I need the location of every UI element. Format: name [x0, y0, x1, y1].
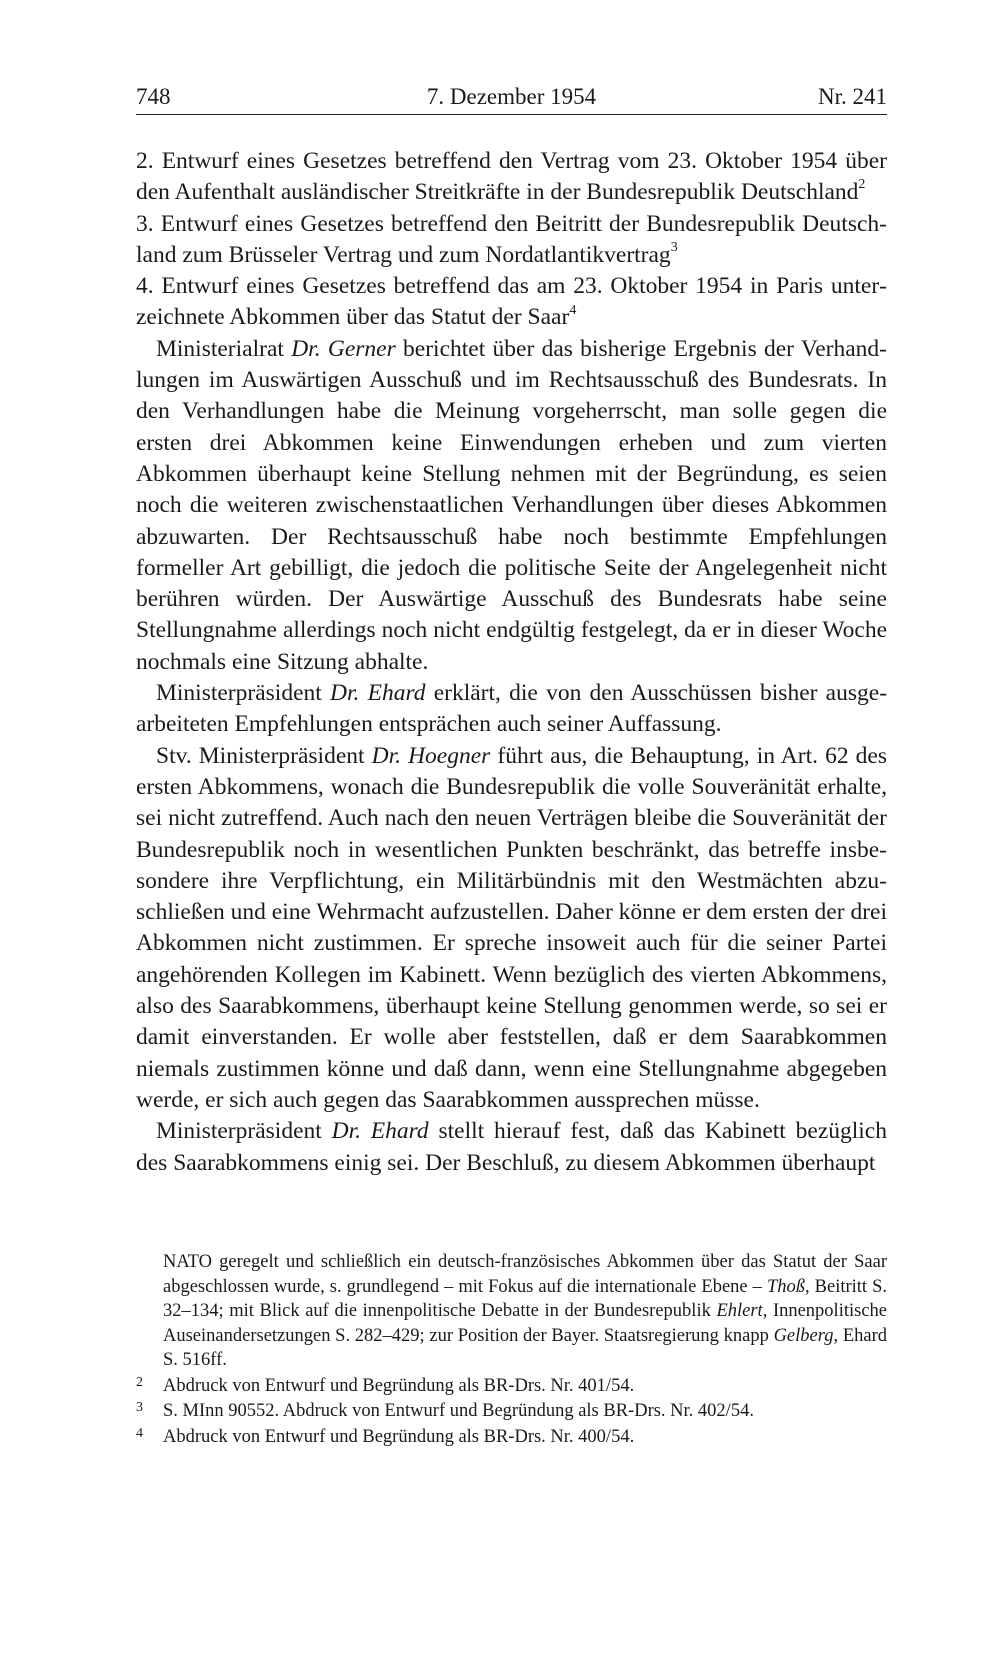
protocol-number: Nr. 241 [818, 84, 887, 109]
footnote-text: , Beitritt S. 32–134; mit Blick auf die innenpolitische Debatte in der Bundesrepublik [163, 1276, 887, 1321]
header-date: 7. Dezember 1954 [426, 84, 597, 109]
paragraph-text: berichtet über das bisherige Ergebnis der Verhandlungen im Auswärtigen Ausschuß und im Rechtsausschuß des Bundesrats. In den Verhandlungen habe die Meinung vorgeherrscht, man solle gegen die ersten drei Abkommen keine Einwendungen erheben und zum vierten Abkommen überhaupt keine Stellung nehmen mit der Begründung, es seien noch die weiteren zwischenstaatlichen Verhandlungen über dieses Abkommen abzuwarten. Der Rechtsausschuß habe noch bestimmte Empfehlungen formeller Art gebilligt, die jedoch die politische Seite der Angelegenheit nicht berühren würden. Der Auswärtige Ausschuß des Bundesrats habe seine Stellungnahme allerdings noch nicht endgültig festgelegt, da er in dieser Woche nochmals eine Sitzung abhalte. [136, 335, 887, 675]
paragraph-text: erklärt, die von den Ausschüssen bisher ausgearbeiteten Empfehlungen entsprächen auch seiner Auffassung. [136, 680, 888, 738]
speaker-name: Dr. Ehard [330, 680, 426, 707]
footnote-number: 4 [136, 1425, 143, 1441]
main-text [136, 146, 887, 1179]
footnote-3 [136, 1399, 887, 1424]
footnote-text: NATO geregelt und schließlich ein deutsch-französisches Abkommen über das Statut der Saar abgeschlossen wurde, s. grundlegend – mit Fokus auf die internationale Ebene – [163, 1252, 887, 1297]
footnote-number: 3 [136, 1400, 143, 1415]
footnote-text: Abdruck von Entwurf und Begründung als BR-Drs. Nr. 401/54. [163, 1375, 635, 1396]
footnote-text: S. MInn 90552. Abdruck von Entwurf und Begründung als BR-Drs. Nr. 402/54. [163, 1401, 754, 1421]
agenda-item-2 [136, 146, 887, 209]
paragraph-lead: Ministerpräsident [156, 1118, 332, 1145]
footnote-text: , Innenpolitische Auseinandersetzungen S. 282–429; zur Position der Bayer. Staatsregierung knapp [163, 1301, 887, 1346]
running-header [136, 80, 887, 115]
speaker-name: Dr. Ehard [331, 1118, 429, 1145]
author-name: Thoß [766, 1276, 805, 1297]
page-number: 748 [136, 84, 171, 109]
paragraph-lead: Stv. Ministerpräsident [156, 742, 372, 769]
agenda-item-3 [136, 209, 887, 272]
paragraph-hoegner [136, 741, 887, 1117]
agenda-item-4-text: 4. Entwurf eines Gesetzes betreffend das am 23. Oktober 1954 in Paris unterzeichnete Abkommen über das Statut der Saar [136, 273, 887, 331]
paragraph-lead: Ministerpräsident [156, 680, 330, 707]
author-name: Ehlert [716, 1301, 763, 1321]
footnote-ref-4: 4 [569, 302, 577, 318]
speaker-name: Dr. Hoegner [371, 742, 491, 769]
agenda-item-3-text: 3. Entwurf eines Gesetzes betreffend den Beitritt der Bundesrepublik Deutschland zum Brüsseler Vertrag und zum Nordatlantikvertrag [136, 210, 887, 268]
speaker-name: Dr. Gerner [291, 335, 396, 362]
footnote-ref-2: 2 [858, 177, 866, 193]
footnote-continuation [163, 1250, 887, 1373]
author-name: Gelberg [773, 1325, 834, 1346]
footnote-number: 2 [136, 1374, 143, 1390]
footnote-2 [136, 1374, 887, 1399]
footnote-ref-3: 3 [670, 240, 678, 256]
agenda-item-4 [136, 271, 887, 334]
paragraph-text: stellt hierauf fest, daß das Kabinett bezüglich des Saarabkommens einig sei. Der Beschluß, zu diesem Abkommen überhaupt [136, 1118, 887, 1176]
paragraph-ehard-2 [136, 1116, 887, 1179]
paragraph-text: führt aus, die Behauptung, in Art. 62 des ersten Abkommens, wonach die Bundesrepublik die volle Souveränität erhalte, sei nicht zutreffend. Auch nach den neuen Verträgen bleibe die Souveränität der Bundesrepublik noch in wesentlichen Punkten beschränkt, das betreffe insbesondere ihre Verpflichtung, ein Militärbündnis mit den Westmächten abzuschließen und eine Wehrmacht aufzustellen. Daher könne er dem ersten der drei Abkommen nicht zustimmen. Er spreche insoweit auch für die seiner Partei angehörenden Kollegen im Kabinett. Wenn bezüglich des vierten Abkommens, also des Saarabkommens, überhaupt keine Stellung genommen werde, so sei er damit einverstanden. Er wolle aber feststellen, daß er dem Saarabkommen niemals zustimmen könne und daß dann, wenn eine Stellungnahme abgegeben werde, er sich auch gegen das Saarabkommen aussprechen müsse. [136, 742, 887, 1113]
agenda-item-2-text: 2. Entwurf eines Gesetzes betreffend den Vertrag vom 23. Oktober 1954 über den Aufenthalt ausländischer Streitkräfte in der Bundesrepublik Deutschland [136, 148, 887, 206]
footnote-4 [136, 1425, 887, 1450]
paragraph-lead: Ministerialrat [156, 335, 292, 362]
paragraph-gerner [136, 334, 887, 678]
paragraph-ehard-1 [136, 678, 887, 741]
footnotes [136, 1250, 887, 1449]
footnote-text: Abdruck von Entwurf und Begründung als BR-Drs. Nr. 400/54. [163, 1426, 635, 1447]
footnote-text: , Ehard S. 516ff. [163, 1325, 887, 1370]
